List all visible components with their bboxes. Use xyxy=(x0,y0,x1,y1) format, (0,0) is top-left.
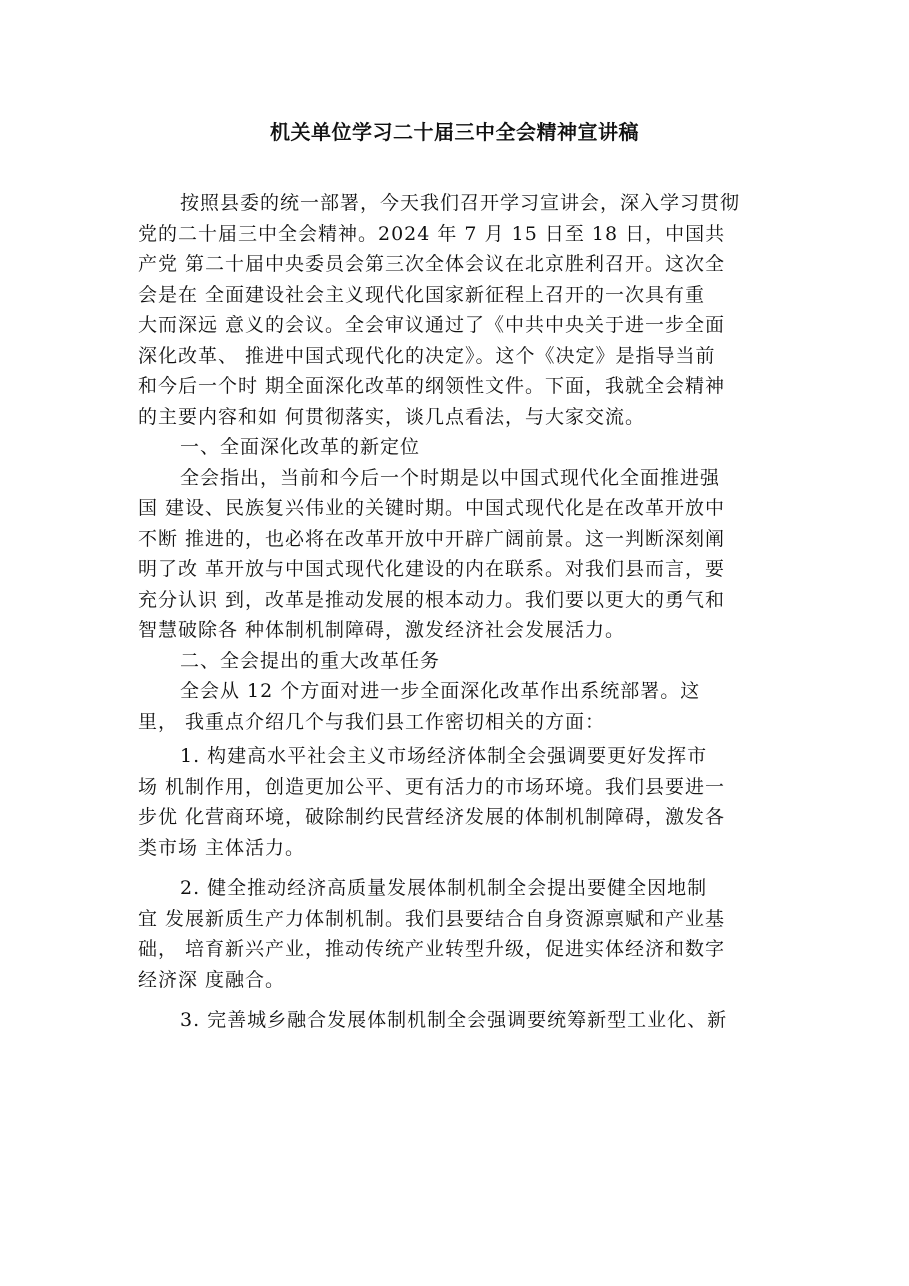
text-line: 础， 培育新兴产业，推动传统产业转型升级，促进实体经济和数字 xyxy=(138,938,726,960)
document-title: 机关单位学习二十届三中全会精神宣讲稿 xyxy=(270,120,639,144)
heading-text: 二、全会提出的重大改革任务 xyxy=(180,649,441,672)
text-line: 2. 健全推动经济高质量发展体制机制全会提出要健全因地制 xyxy=(180,877,708,899)
intro-paragraph xyxy=(138,188,778,432)
text-line: 宜 发展新质生产力体制机制。我们县要结合自身资源禀赋和产业基 xyxy=(138,907,726,930)
text-line: 1. 构建高水平社会主义市场经济体制全会强调要更好发挥市 xyxy=(180,745,708,767)
text-line: 和今后一个时 期全面深化改革的纲领性文件。下面，我就全会精神 xyxy=(138,375,726,397)
heading-text: 一、全面深化改革的新定位 xyxy=(180,436,421,458)
text-line: 国 建设、民族复兴伟业的关键时期。中国式现代化是在改革开放中 xyxy=(138,497,726,519)
text-line: 场 机制作用，创造更加公平、更有活力的市场环境。我们县要进一 xyxy=(138,775,726,798)
numbered-item-1 xyxy=(138,741,778,863)
text-line: 大而深远 意义的会议。全会审议通过了《中共中央关于进一步全面 xyxy=(138,314,726,336)
text-line: 里， 我重点介绍几个与我们县工作密切相关的方面： xyxy=(138,710,606,733)
text-line: 深化改革、 推进中国式现代化的决定》。这个《决定》是指导当前 xyxy=(138,344,716,367)
text-line: 全会从 12 个方面对进一步全面深化改革作出系统部署。这 xyxy=(180,680,701,702)
text-line: 类市场 主体活力。 xyxy=(138,836,306,859)
text-line: 充分认识 到，改革是推动发展的根本动力。我们要以更大的勇气和 xyxy=(138,588,726,611)
text-line: 产党 第二十届中央委员会第三次全体会议在北京胜利召开。这次全 xyxy=(138,253,726,275)
text-line: 全会指出，当前和今后一个时期是以中国式现代化全面推进强 xyxy=(180,466,721,489)
numbered-item-3 xyxy=(138,1005,778,1036)
text-line: 会是在 全面建设社会主义现代化国家新征程上召开的一次具有重 xyxy=(138,283,706,306)
text-line: 3. 完善城乡融合发展体制机制全会强调要统筹新型工业化、新 xyxy=(180,1009,728,1031)
text-line: 的主要内容和如 何贯彻落实，谈几点看法，与大家交流。 xyxy=(138,405,646,428)
text-line: 智慧破除各 种体制机制障碍，激发经济社会发展活力。 xyxy=(138,619,626,641)
section-heading-1 xyxy=(138,432,778,463)
numbered-item-2 xyxy=(138,873,778,995)
text-line: 不断 推进的，也必将在改革开放中开辟广阔前景。这一判断深刻阐 xyxy=(138,527,726,550)
section-heading-2 xyxy=(138,646,778,677)
text-line: 按照县委的统一部署，今天我们召开学习宣讲会，深入学习贯彻 xyxy=(180,192,741,214)
text-line: 经济深 度融合。 xyxy=(138,968,286,991)
section-1-paragraph xyxy=(138,463,778,646)
section-2-intro-paragraph xyxy=(138,676,778,737)
text-line: 党的二十届三中全会精神。2024 年 7 月 15 日至 18 日，中国共 xyxy=(138,222,726,245)
text-line: 明了改 革开放与中国式现代化建设的内在联系。对我们县而言，要 xyxy=(138,558,726,580)
text-line: 步优 化营商环境，破除制约民营经济发展的体制机制障碍，激发各 xyxy=(138,806,726,828)
document-body xyxy=(138,188,778,1036)
